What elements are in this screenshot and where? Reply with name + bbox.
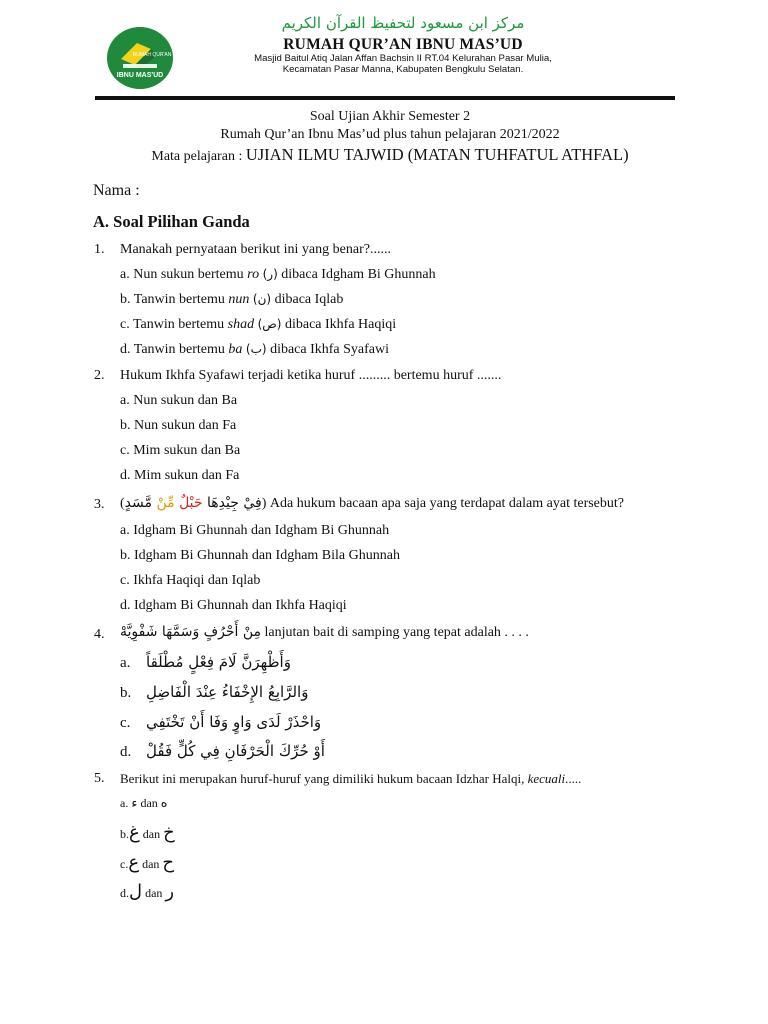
question-2-text: Hukum Ikhfa Syafawi terjadi ketika huruf ......... bertemu huruf ....... [120, 368, 502, 383]
option-text: a. Nun sukun bertemu [120, 267, 248, 282]
option-letter: a. [120, 655, 131, 671]
arabic-letter: ل [129, 881, 143, 902]
arabic-letter: غ [129, 822, 140, 843]
option-text: dan [142, 886, 166, 900]
arabic-verse-option: أَوْ حُرِّكَ الْحَرْفَانِ فِي كُلٍّ فَقُلْ [146, 742, 325, 760]
option-text: dibaca Iqlab [271, 292, 344, 307]
question-2-option-c: c. Mim sukun dan Ba [120, 443, 241, 458]
option-letter: c. [120, 715, 131, 731]
arabic-letter: ر [165, 881, 175, 902]
arabic-letter: ع [128, 852, 140, 873]
option-letter: b. [120, 827, 129, 841]
logo-emblem-icon [107, 27, 173, 89]
option-text: d. Tanwin bertemu [120, 342, 229, 357]
address-line-2: Kecamatan Pasar Manna, Kabupaten Bengkulu Selatan. [282, 64, 524, 75]
verse-segment-highlight-red: حَبْلٌ [179, 495, 203, 511]
question-2-option-d: d. Mim sukun dan Fa [120, 468, 240, 483]
name-label: Nama : [93, 182, 140, 199]
option-letter: d. [120, 886, 129, 900]
arabic-letter: (ر) [262, 267, 278, 281]
subject-line [90, 145, 690, 165]
arabic-verse-option: وَالرَّابِعُ الإِخْفَاءُ عِنْدَ الْفَاضِلِ [146, 683, 309, 701]
question-5-body: Berikut ini merupakan huruf-huruf yang dimiliki hukum bacaan Idzhar Halqi, [120, 771, 528, 786]
option-text: b. Tanwin bertemu [120, 292, 229, 307]
option-text: dan [139, 857, 163, 871]
option-letter: b. [120, 685, 132, 701]
question-2-option-a: a. Nun sukun dan Ba [120, 393, 238, 408]
exam-title: Soal Ujian Akhir Semester 2 [309, 109, 471, 124]
paren: ) [261, 496, 267, 511]
subject-name: UJIAN ILMU TAJWID (MATAN TUHFATUL ATHFAL) [245, 145, 629, 164]
question-5-text [120, 771, 680, 787]
question-3-option-b: b. Idgham Bi Ghunnah dan Idgham Bila Ghunnah [120, 548, 400, 563]
question-3-option-a: a. Idgham Bi Ghunnah dan Idgham Bi Ghunnah [120, 523, 390, 538]
question-5-italic: kecuali [527, 771, 566, 786]
question-1-option-a [120, 267, 436, 283]
arabic-letter: ء [131, 796, 138, 811]
question-4-body: lanjutan bait di samping yang tepat adalah . . . . [261, 625, 529, 640]
question-5-dots: ..... [565, 771, 582, 786]
question-2-option-b: b. Nun sukun dan Fa [120, 418, 237, 433]
school-logo [107, 27, 173, 89]
arabic-letter: (ن) [252, 292, 272, 306]
question-4-option-d [120, 742, 325, 761]
question-1-option-c [120, 317, 396, 333]
school-name: RUMAH QUR’AN IBNU MAS’UD [283, 36, 523, 53]
arabic-school-name: مركز ابن مسعود لتحفيظ القرآن الكريم [281, 14, 525, 32]
arabic-verse-option: وَاحْذَرْ لَدَى وَاوٍ وَفَا أَنْ تَخْتَفِي [146, 713, 322, 731]
question-number: 5. [94, 771, 105, 786]
option-text: dibaca Ikhfa Syafawi [266, 342, 390, 357]
option-text: dan [137, 796, 161, 810]
logo-top-text: RUMAH QUR'AN [132, 52, 172, 58]
question-3-body: Ada hukum bacaan apa saja yang terdapat dalam ayat tersebut? [266, 496, 624, 511]
quran-verse [125, 495, 262, 511]
question-5-option-b [120, 822, 175, 843]
question-number: 4. [94, 627, 105, 642]
question-1-text: Manakah pernyataan berikut ini yang benar?...... [120, 242, 391, 257]
verse-segment: فِيْ جِيْدِهَا [202, 495, 262, 511]
question-4-option-b [120, 683, 308, 702]
exam-subtitle: Rumah Qur’an Ibnu Mas’ud plus tahun pelajaran 2021/2022 [220, 127, 560, 142]
question-number: 2. [94, 368, 105, 383]
option-italic: ba [228, 342, 243, 357]
question-3-option-d: d. Idgham Bi Ghunnah dan Ikhfa Haqiqi [120, 598, 347, 613]
option-italic: shad [227, 317, 255, 332]
question-number: 1. [94, 242, 105, 257]
arabic-letter: ه [160, 796, 168, 811]
arabic-letter: ح [162, 852, 175, 873]
option-text: c. Tanwin bertemu [120, 317, 228, 332]
question-number: 3. [94, 497, 105, 512]
question-4-option-c [120, 713, 321, 732]
option-text: dibaca Idgham Bi Ghunnah [277, 267, 436, 282]
logo-bottom-text: IBNU MAS'UD [116, 72, 164, 79]
question-4-text [120, 624, 680, 641]
question-3-text [120, 495, 680, 512]
question-3-option-c: c. Ikhfa Haqiqi dan Iqlab [120, 573, 261, 588]
section-title: A. Soal Pilihan Ganda [93, 212, 250, 231]
question-4-option-a [120, 653, 291, 672]
arabic-verse-option: وَأَظْهِرَنَّ لَامَ فِعْلٍ مُطْلَقاً [146, 653, 291, 671]
option-italic: ro [247, 267, 260, 282]
option-letter: a. [120, 796, 129, 810]
option-text: dan [139, 827, 164, 841]
tuhfah-verse: مِنْ أَحْرُفٍ وَسَمَّهَا شَفْوِيَّهْ [120, 624, 262, 640]
option-italic: nun [228, 292, 250, 307]
question-1-option-b [120, 292, 343, 308]
question-5-option-d [120, 881, 174, 902]
option-letter: d. [120, 744, 132, 760]
arabic-letter: خ [163, 822, 175, 843]
question-5-option-c [120, 852, 174, 873]
subject-label: Mata pelajaran : [151, 149, 246, 164]
arabic-letter: (ب) [245, 342, 267, 356]
verse-segment-highlight-gold: مِّنْ [152, 495, 180, 511]
header-divider [95, 96, 675, 100]
option-letter: c. [120, 857, 129, 871]
option-text: dibaca Ikhfa Haqiqi [281, 317, 397, 332]
arabic-letter: (ص) [257, 317, 282, 331]
question-5-option-a [120, 796, 168, 811]
address-line-1: Masjid Baitul Atiq Jalan Affan Bachsin II RT.04 Kelurahan Pasar Mulia, [254, 53, 552, 64]
question-1-option-d [120, 342, 389, 358]
paren: ( [120, 496, 125, 511]
verse-segment: مَّسَدٍ [124, 495, 153, 511]
